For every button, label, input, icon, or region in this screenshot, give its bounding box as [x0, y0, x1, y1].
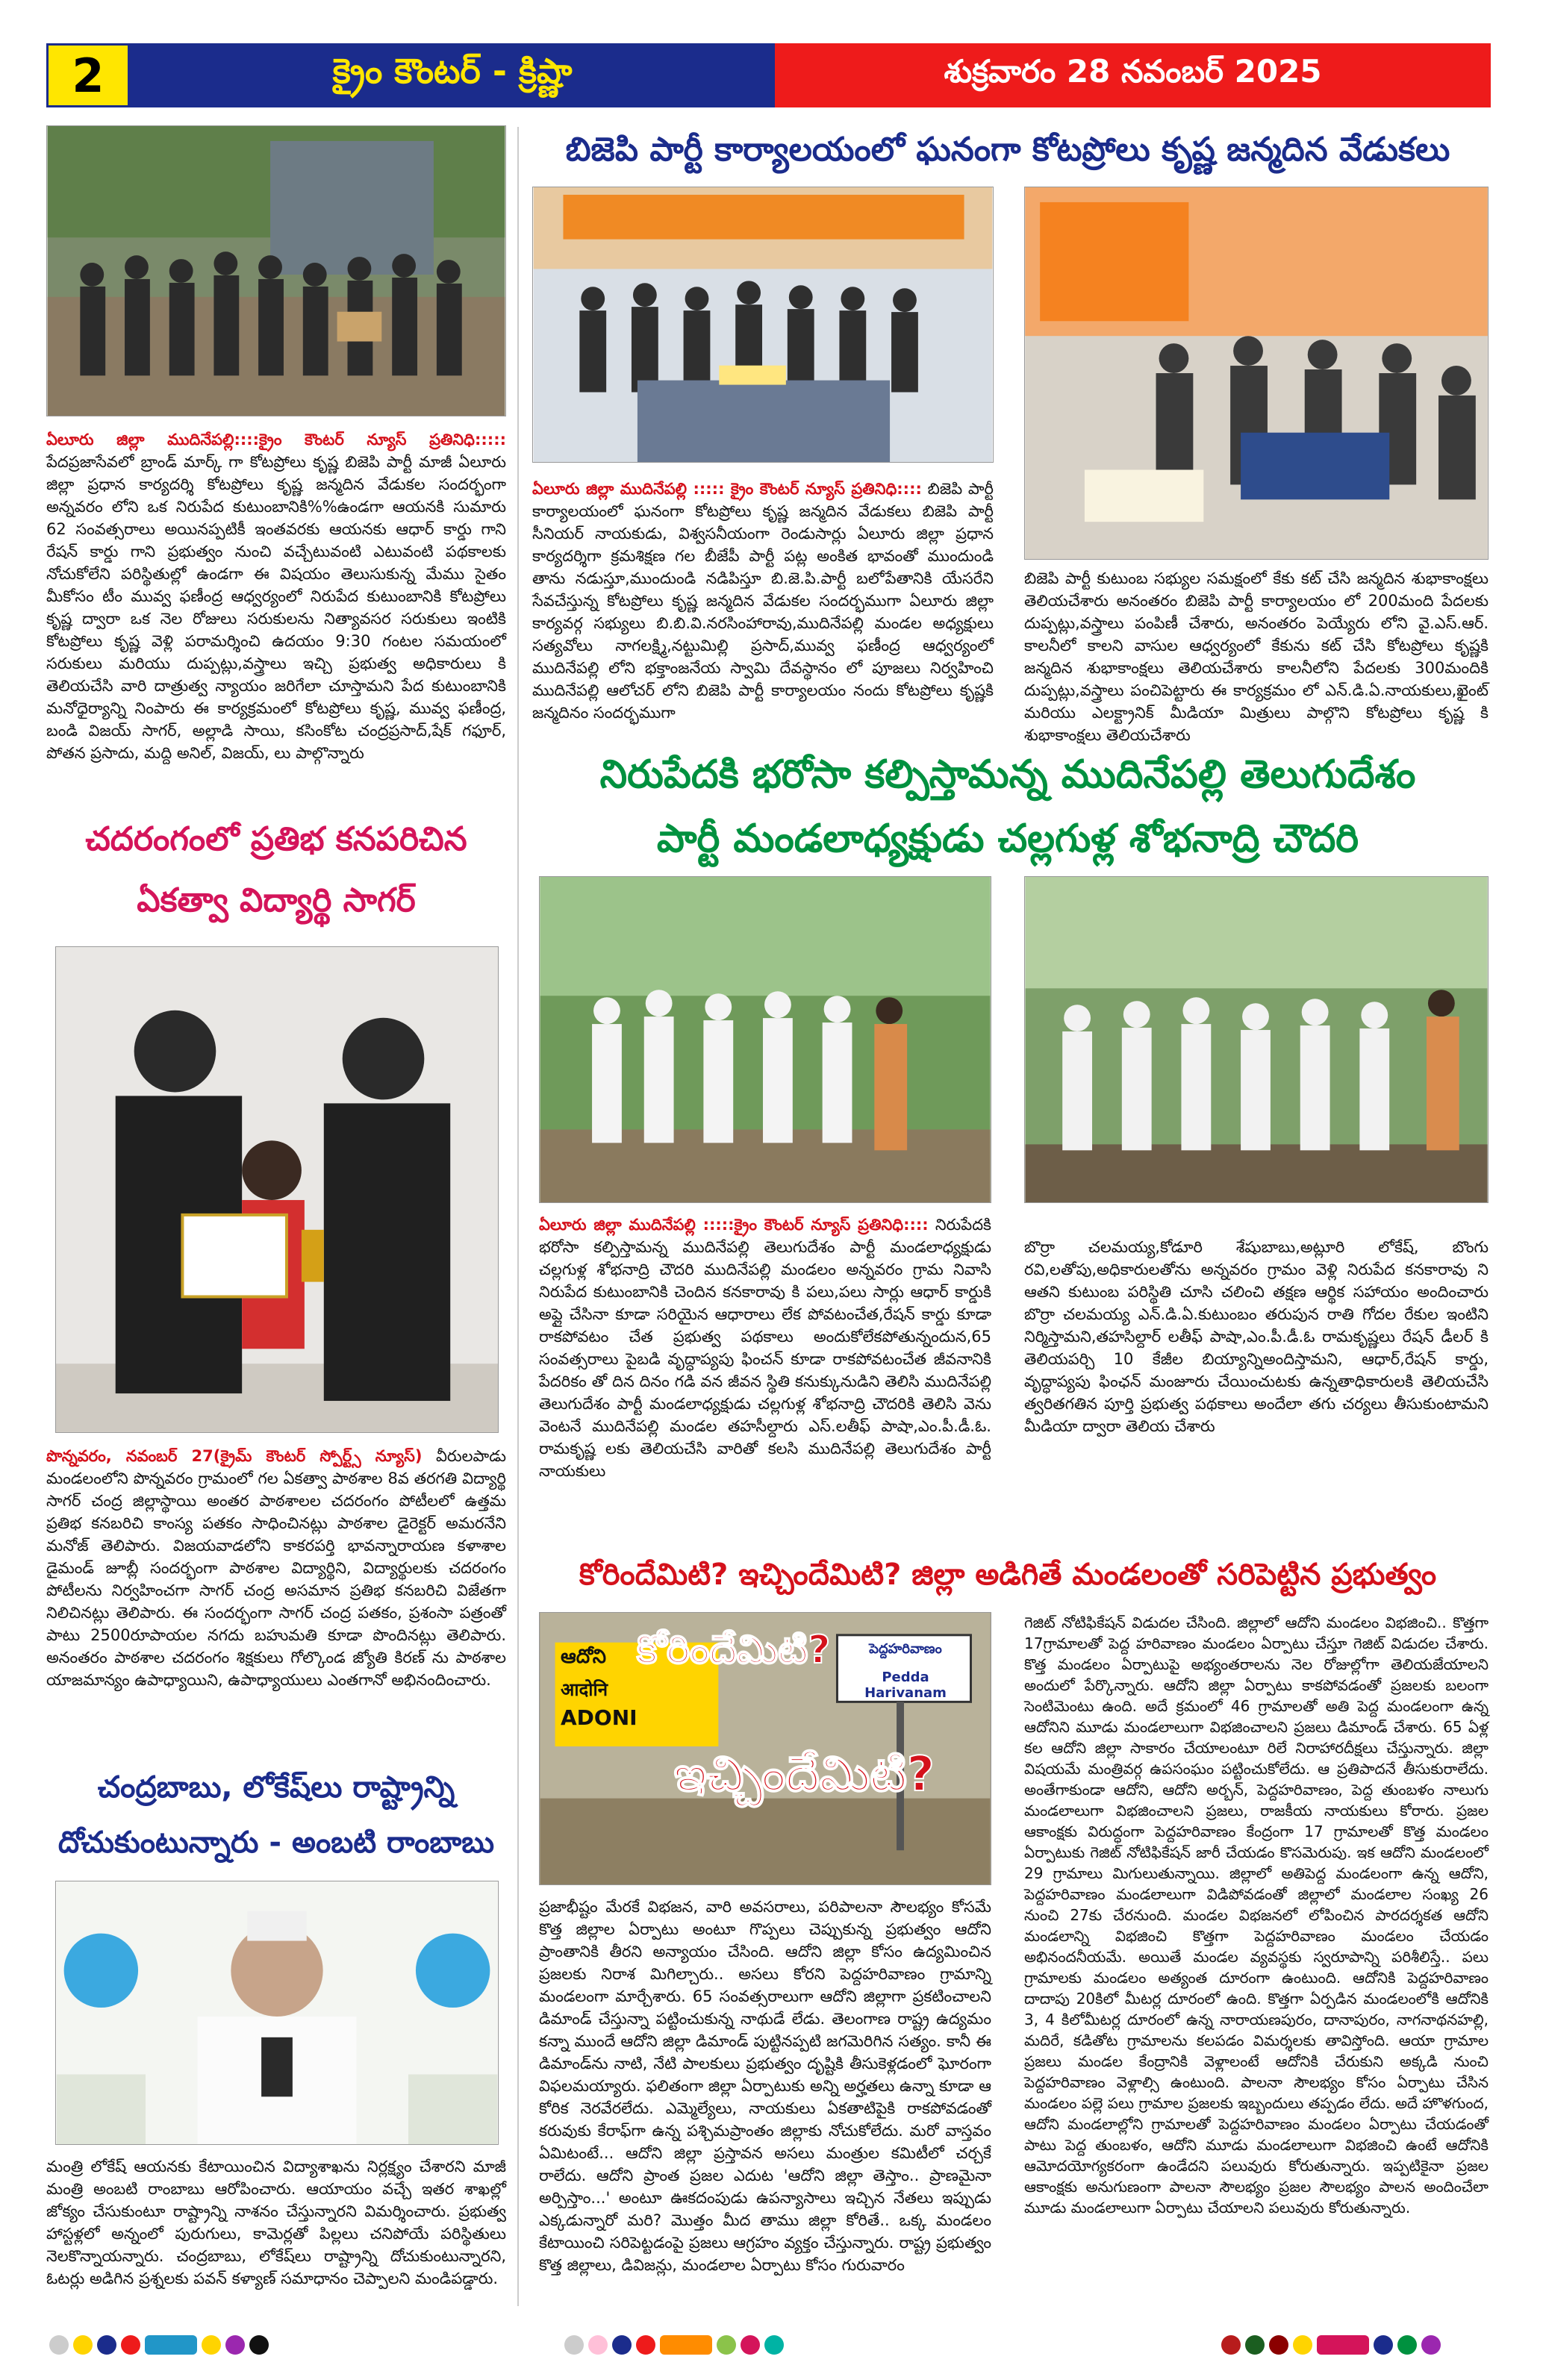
- story1-text: పేదప్రజాసేవలో బ్రాండ్ మార్క్ గా కోటప్రోలు కృష్ణ బిజెపి పార్టీ మాజీ ఏలూరు జిల్లా ప్రధాన కార్యదర్శి కోటప్రోలు కృష్ణ జన్మదిన వేడుకల సందర్భంగా అన్నవరం లోని ఒక నిరుపేద కుటుంబానికి%%ఉండగా ఆయనకి సుమారు 62 సంవత్సరాలు అయినప్పటికీ ఇంతవరకు ఆయనకు ఆధార్ కార్డు గాని రేషన్ కార్డు గాని ప్రభుత్వం నుంచి వచ్చేటువంటి ఎటువంటి పథకాలకు నోచుకోలేని పరిస్థితుల్లో ఉండగా ఈ విషయం తెలుసుకున్న మేము సైతం మీకోసం టీం మువ్వ ఫణీంద్ర ఆధ్వర్యంలో నిరుపేద కుటుంబానికి కోటప్రోలు కృష్ణ ద్వారా ఒక నెల రోజులు సరుకులను నిత్యావసర సరుకులు ఇంటికి కోటప్రోలు కృష్ణ వెళ్లి పరామర్శించి ఉదయం 9:30 గంటల సమయంలో సరుకులు మరియు దుప్పట్లు,వస్త్రాలు ఇచ్చి ప్రభుత్వ అధికారులు కి తెలియచేసి వారి దాత్రుత్వ న్యాయం జరిగేలా చూస్తామని పేద కుటుంబానికి మనోధైర్యాన్ని నింపారు ఈ కార్యక్రమంలో కోటప్రోలు కృష్ణ, మువ్వ ఫణీంద్ర, బండి విజయ్ సాగర్, అల్లాడి సాయి, కసింకోట చంద్రప్రసాద్,షేక్ గఫూర్, పోతన ప్రసాదు, మద్ది అనిల్, విజయ్, లు పాల్గొన్నారు: [46, 453, 506, 762]
- story1-dateline: ఏలూరు జిల్లా ముదినేపల్లి::::క్రైం కౌంటర్ న్యూస్ ప్రతినిధి:::::: [46, 431, 506, 449]
- footer-color-dot: [660, 2335, 712, 2355]
- story5-photo: [55, 1881, 499, 2145]
- sign-left-telugu: ఆదోని: [561, 1646, 606, 1668]
- section-title: క్రైం కౌంటర్ - క్రిష్ణా: [130, 43, 775, 107]
- group-photo-icon: [47, 126, 505, 416]
- story5-headline-1: చంద్రబాబు, లోకేష్‌లు రాష్ట్రాన్ని: [97, 1770, 455, 1805]
- footer-color-dot: [1269, 2335, 1288, 2355]
- footer-color-dot: [73, 2335, 93, 2355]
- story4-body: [46, 1445, 506, 1758]
- footer-color-dot: [717, 2335, 736, 2355]
- column-divider: [517, 127, 519, 2306]
- sign-right-telugu: పెద్దహరివాణం: [869, 1641, 942, 1657]
- story3-headline-2: పార్టీ మండలాధ్యక్షుడు చల్లగుళ్ల శోభనాద్రి చౌదరి: [656, 816, 1359, 861]
- sign-left-english: ADONI: [561, 1705, 638, 1730]
- page-header: [46, 43, 1491, 107]
- story4-headline-1: చదరంగంలో ప్రతిభ కనపరిచిన: [85, 820, 467, 858]
- story2-headline: బిజెపి పార్టీ కార్యాలయంలో ఘనంగా కోటప్రోలు కృష్ణ జన్మదిన వేడుకలు: [565, 131, 1450, 169]
- footer-color-strip-right: [1221, 2334, 1441, 2355]
- story5-text: మంత్రి లోకేష్ ఆయనకు కేటాయించిన విద్యాశాఖను నిర్లక్ష్యం చేశారని మాజీ మంత్రి అంబటి రాంబాబు ఆరోపించారు. ఆయాయం వచ్చే ఇతర శాఖల్లో జోక్యం చేసుకుంటూ రాష్ట్రాన్ని నాశనం చేస్తున్నారని విమర్శించారు. ప్రభుత్వ హాస్టళ్లలో అన్నంలో పురుగులు, కామెర్లతో పిల్లలు చనిపోయే పరిస్థితులు నెలకొన్నాయన్నారు. చంద్రబాబు, లోకేష్‌లు రాష్ట్రాన్ని దోచుకుంటున్నారని, ఓటర్లు అడిగిన ప్రశ్నలకు పవన్ కళ్యాణ్ సమాధానం చెప్పాలని మండిపడ్డారు.: [46, 2158, 506, 2287]
- story6-text-col1: ప్రజాభీష్టం మేరకే విభజన, వారి అవసరాలు, పరిపాలనా సౌలభ్యం కోసమే కొత్త జిల్లాల ఏర్పాటు అంటూ గొప్పలు చెప్పుకున్న ప్రభుత్వం ఆదోని ప్రాంతానికి తీరని అన్యాయం చేసింది. ఆదోని జిల్లా కోసం ఉద్యమించిన ప్రజలకు నిరాశ మిగిల్చారు.. అసలు కోరని పెద్దహరివాణం గ్రామాన్ని మండలంగా మార్చేశారు. 65 సంవత్సరాలుగా ఆదోని జిల్లాగా ప్రకటించాలని డిమాండ్ చేస్తున్నా పట్టించుకున్న నాథుడే లేడు. తెలంగాణ రాష్ట్ర ఉద్యమం కన్నా ముందే ఆదోని జిల్లా డిమాండ్ పుట్టినప్పటి జగమెరిగిన సత్యం. కానీ ఈ డిమాండ్‌ను నాటి, నేటి పాలకులు ప్రభుత్వం దృష్టికి తీసుకెళ్లడంలో ఘోరంగా విఫలమయ్యారు. ఫలితంగా జిల్లా ఏర్పాటుకు అన్ని అర్హతలు ఉన్నా కూడా ఆ కోరిక నెరవేరలేదు. ఎమ్మెల్యేలు, నాయకులు ఏకతాటిపైకి రాకపోవడంతో కరువుకు కేరాఫ్‌గా ఉన్న పశ్చిమప్రాంతం జిల్లాకు నోచుకోలేదు. మరో వాస్తవం ఏమిటంటే... ఆదోని జిల్లా ప్రస్తావన అసలు మంత్రుల కమిటీలో చర్చకే రాలేదు. ఆదోని ప్రాంత ప్రజల ఎదుట 'ఆదోని జిల్లా తెస్తాం.. ప్రాణమైనా అర్పిస్తాం...' అంటూ ఊకదంపుడు ఉపన్యాసాలు ఇచ్చిన నేతలు ఇప్పుడు ఎక్కడున్నారో మరి? మొత్తం మీద తాము జిల్లా కోరితే.. ఒక్క మండలం కేటాయించి సరిపెట్టడంపై ప్రజలు ఆగ్రహం వ్యక్తం చేస్తున్నారు. రాష్ట్ర ప్రభుత్వం కొత్త జిల్లాలు, డివిజన్లు, మండలాల ఏర్పాటు కోసం గురువారం: [539, 1898, 991, 2274]
- story6-body-col1: [539, 1896, 991, 2314]
- footer-color-dot: [741, 2335, 760, 2355]
- footer-color-dot: [49, 2335, 69, 2355]
- chess-award-photo-icon: [56, 947, 498, 1432]
- story6-body-col2: [1024, 1612, 1489, 2314]
- footer-color-dot: [145, 2335, 197, 2355]
- footer-color-dot: [97, 2335, 116, 2355]
- footer-color-dot: [202, 2335, 221, 2355]
- footer-color-dot: [1221, 2335, 1241, 2355]
- garden-meeting-photo-icon: [1025, 877, 1488, 1202]
- footer-color-strip-left: [49, 2334, 269, 2355]
- story3-text-col1: నిరుపేదకి భరోసా కల్పిస్తామన్న ముదినేపల్లి తెలుగుదేశం పార్టీ మండలాధ్యక్షుడు చల్లగుళ్ల శోభనాద్రి చౌదరి ముదినేపల్లి మండలం అన్నవరం గ్రామ నివాసి నిరుపేద కుటుంబానికి చెందిన కనకారావు కి పలు,పలు సార్లు ఆధార్ కార్డుకి అప్లై చేసినా కూడా సరియైన ఆధారాలు లేక పోవటంచేత,రేషన్ కార్డు కూడా రాకపోవటం చేత ప్రభుత్వ పథకాలు అందుకోలేకపోతున్నందున,65 సంవత్సరాలు పైబడి వృద్ధాప్యపు ఫించన్ కూడా రాకపోవటంచేత జీవనానికి పేదరికం తో దిన దినం గడి వన జీవన స్థితి కనుక్కునుడిని తెలిసి ముదినేపల్లి తెలుగుదేశం పార్టీ మండలాధ్యక్షుడు చల్లగుళ్ల శోభనాద్రి చౌదరికి తెలిసి వెను వెంటనే ముదినేపల్లి మండల తహసీల్దారు ఎస్.లతీఫ్ పాషా,ఎం.పీ.డీ.ఓ. రామకృష్ణ లకు తెలియచేసి వారితో కలసి ముదినేపల్లి తెలుగుదేశం పార్టీ నాయకులు: [539, 1216, 991, 1480]
- footer-color-dot: [764, 2335, 784, 2355]
- story3-text-col2: బొర్రా చలమయ్య,కోడూరి శేషుబాబు,అట్లూరి లోకేష్, బొంగు రవి,లతోపు,అధికారులతోను అన్నవరం గ్రామం వెళ్లి నిరుపేద కనకారావు ని ఆతని కుటుంబ పరిస్థితి చూసి చలించి తక్షణ ఆర్థిక సహాయం అందించారు బొర్రా చలమయ్య ఎన్.డి.ఏ.కుటుంబం తరుపున రాతి గోదల రేకుల ఇంటిని నిర్మిస్తామని,తహసిల్దార్ లతీఫ్ పాషా,ఎం.పీ.డీ.ఓ రామకృష్ణలు రేషన్ డీలర్ కి తెలియపర్చి 10 కేజీల బియ్యాన్నిఅందిస్తామని, ఆధార్,రేషన్ కార్డు, వృద్ధాప్యపు ఫింఛన్ మంజూరు చేయించుటకు ఉన్నతాధికారులకి తెలియచేసి త్వరితగతిన పూర్తి ప్రభుత్వ పథకాలు అందేలా తగు చర్యలు తీసుకుంటామని మీడియా ద్వారా తెలియ చేశారు: [1024, 1238, 1489, 1435]
- story4-headline-2: ఏకత్వా విద్యార్థి సాగర్: [137, 881, 416, 919]
- story3-body-col2: [1024, 1236, 1489, 1549]
- story2-photo-1: [532, 187, 994, 463]
- footer-color-dot: [636, 2335, 655, 2355]
- story2-photo-2: [1024, 187, 1489, 560]
- story2-body-col1: [532, 478, 994, 746]
- story3-photo-2: [1024, 876, 1489, 1203]
- story3-photo-1: [539, 876, 991, 1203]
- footer-color-dot: [1245, 2335, 1265, 2355]
- story2-text-col1: బిజెపి పార్టీ కార్యాలయంలో ఘనంగా కోటప్రోలు కృష్ణ జన్మదిన వేడుకలు బిజెపి పార్టీ సీనియర్ నాయకుడు, విశ్వసనీయంగా రెండుసార్లు ఏలూరు జిల్లా ప్రధాన కార్యదర్శిగా క్రమశిక్షణ గల బీజేపీ పార్టీ పట్ల అంకిత భావంతో ముందుండి తాను నడుస్తూ,ముందుండి నడిపిస్తూ బి.జె.పి.పార్టీ బలోపేతానికి యేసరేని సేవచేస్తున్న కోటప్రోలు కృష్ణ జన్మదిన వేడుకల సందర్భముగా ఏలూరు జిల్లా కార్యవర్గ సభ్యులు బి.బి.వి.నరసింహారావు,ముదినేపల్లి మండల అధ్యక్షులు సత్యవోలు నాగలక్ష్మి,నట్టుమిల్లి ప్రసాద్,మువ్వ ఫణీంద్ర ఆధ్వర్యంలో ముదినేపల్లి లోని భక్తాంజనేయ స్వామి దేవస్థానం లో పూజలు నిర్వహించి ముదినేపల్లి ఆలోచర్ లోని బిజెపి పార్టీ కార్యాలయం నందు కోటప్రోలు కృష్ణకి జన్మదినం సందర్భముగా: [532, 480, 994, 722]
- footer-color-strip-middle: [564, 2334, 784, 2355]
- footer-color-dot: [1374, 2335, 1393, 2355]
- footer-color-dot: [225, 2335, 245, 2355]
- footer-color-dot: [249, 2335, 269, 2355]
- story2-body-col2: [1024, 567, 1489, 746]
- story6-headline: కోరిందేమిటి? ఇచ్చిందేమిటి? జిల్లా అడిగితే మండలంతో సరిపెట్టిన ప్రభుత్వం: [579, 1558, 1437, 1592]
- footer-color-dot: [121, 2335, 140, 2355]
- footer-color-dot: [564, 2335, 584, 2355]
- story2-dateline: ఏలూరు జిల్లా ముదినేపల్లి ::::: క్రైం కౌంటర్ న్యూస్ ప్రతినిధి::::: [532, 480, 922, 498]
- story2-text-col2: బిజెపి పార్టీ కుటుంబ సభ్యుల సమక్షంలో కేకు కట్ చేసి జన్మదిన శుభాకాంక్షలు తెలియచేశారు అనంతరం బిజెపి పార్టీ కార్యాలయం లో 200మంది పేదలకు దుప్పట్లు,వస్త్రాలు పంపిణీ చేశారు, అనంతరం పెయ్యేరు లోని వై.ఎస్.ఆర్. కాలనీలో కాలని వాసుల ఆధ్వర్యంలో కేకును కట్ చేసి కోటప్రోలు కృష్ణకి జన్మదిన శుభాకాంక్షలు తెలియచేశారు కాలనీలోని పేదలకు 300మందికి దుప్పట్లు,వస్త్రాలు పంచిపెట్టారు ఈ కార్యక్రమం లో ఎన్.డి.ఏ.నాయకులు,ఖైంట్ మరియు ఎలక్ట్రానిక్ మీడియా మిత్రులు పాల్గొని కోటప్రోలు కృష్ణ కి శుభాకాంక్షలు తెలియచేశారు: [1024, 569, 1489, 744]
- story4-text: వీరులపాడు మండలంలోని పొన్నవరం గ్రామంలో గల ఏకత్వా పాఠశాల 8వ తరగతి విద్యార్థి సాగర్ చంద్ర జిల్లాస్థాయి అంతర పాఠశాలల చదరంగం పోటీలలో ఉత్తమ ప్రతిభ కనబరిచి కాంస్య పతకం సాధించినట్లు పాఠశాల డైరెక్టర్ అమరనేని మనోజ్ తెలిపారు. విజయవాడలోని కాకరపర్తి భావన్నారాయణ కళాశాల డైమండ్ జూబ్లీ సందర్భంగా పాఠశాల విద్యార్థిని, విద్యార్థులకు చదరంగం పోటీలను నిర్వహించగా సాగర్ చంద్ర అసమాన ప్రతిభ కనబరిచి విజేతగా నిలిచినట్లు తెలిపారు. ఈ సందర్భంగా సాగర్ చంద్ర పతకం, ప్రశంసా పత్రంతో పాటు 2500రూపాయల నగదు బహుమతి కూడా పొందినట్లు తెలిపారు. అనంతరం పాఠశాల చదరంగం శిక్షకులు గోల్కొండ జ్యోతి కిరణ్ ను పాఠశాల యాజమాన్యం ఉపాధ్యాయిని, ఉపాధ్యాయులు ఎంతగానో అభినందించారు.: [46, 1447, 507, 1689]
- story5-body: [46, 2155, 506, 2312]
- story3-headline-1: నిరుపేదకి భరోసా కల్పిస్తామన్న ముదినేపల్లి తెలుగుదేశం: [599, 752, 1416, 797]
- footer-color-dot: [588, 2335, 608, 2355]
- village-visit-photo-icon: [540, 877, 991, 1202]
- story4-dateline: పొన్నవరం, నవంబర్ 27(క్రైమ్ కౌంటర్ స్పోర్ట్స్ న్యూస్): [46, 1447, 423, 1465]
- story5-headline-2: దోచుకుంటున్నారు - అంబటి రాంబాబు: [57, 1825, 495, 1860]
- issue-date: శుక్రవారం 28 నవంబర్ 2025: [775, 43, 1491, 107]
- footer-color-dot: [1421, 2335, 1441, 2355]
- page-number: 2: [46, 43, 130, 107]
- footer-color-dot: [1397, 2335, 1417, 2355]
- sign-left-hindi: आदोनि: [561, 1679, 608, 1700]
- footer-color-dot: [612, 2335, 632, 2355]
- press-meet-photo-icon: [56, 1881, 498, 2144]
- footer-color-dot: [1317, 2335, 1369, 2355]
- story6-photo: [539, 1612, 991, 1885]
- story3-body-col1: [539, 1214, 991, 1549]
- sign-right-english: Pedda Harivanam: [864, 1670, 947, 1701]
- party-office-photo-icon: [533, 187, 993, 462]
- cake-cutting-photo-icon: [1025, 187, 1488, 559]
- story1-photo: [46, 125, 506, 416]
- footer-color-dot: [1293, 2335, 1312, 2355]
- photo-title-1: కోరిందేమిటి?: [637, 1628, 831, 1672]
- story3-dateline: ఏలూరు జిల్లా ముదినేపల్లి :::::క్రైం కౌంటర్ న్యూస్ ప్రతినిధి::::: [539, 1216, 929, 1234]
- photo-title-2: ఇచ్చిందేమిటి?: [674, 1747, 935, 1802]
- story4-photo: [55, 946, 499, 1433]
- story6-text-col2: గెజిట్ నోటిఫికేషన్ విడుదల చేసింది. జిల్లాలో ఆదోని మండలం విభజించి.. కొత్తగా 17గ్రామాలతో పెద్ద హరివాణం మండలం ఏర్పాటు చేస్తూ గెజిట్ విడుదల చేశారు. కొత్త మండలం ఏర్పాటుపై అభ్యంతరాలను నెల రోజుల్లోగా తెలియజేయాలని అందులో పేర్కొన్నారు. ఆదోని జిల్లా ఏర్పాటు కాకపోవడంతో ప్రజలకు బలంగా సెంటిమెంటు ఉంది. అదే క్రమంలో 46 గ్రామాలతో అతి పెద్ద మండలంగా ఉన్న ఆదోనిని మూడు మండలాలుగా విభజించాలని ప్రజలు డిమాండ్ చేశారు. 65 ఏళ్ల కల ఆదోని జిల్లా సాకారం చేయాలంటూ రిలే నిరాహారదీక్షలు చేస్తున్నారు. జిల్లా విషయమే మంత్రివర్గ ఉపసంఘం పట్టించుకోలేదు. ఆ ప్రతిపాదనే తీసుకురాలేదు. అంతేగాకుండా ఆదోని, ఆదోని అర్బన్, పెద్దహరివాణం, పెద్ద తుంబళం నాలుగు మండలాలుగా విభజించాలని ప్రజలు, రాజకీయ నాయకులు కోరారు. ప్రజల ఆకాంక్షకు విరుద్ధంగా పెద్దహరివాణం కేంద్రంగా 17 గ్రామాలతో కొత్త మండలం ఏర్పాటుకు గెజిట్ నోటిఫికేషన్ జారీ చేయడం కొసమెరుపు. ఇక ఆదోని మండలంలో 29 గ్రామాలు మిగులుతున్నాయి. జిల్లాలో అతిపెద్ద మండలంగా ఉన్న ఆదోని, పెద్దహరివాణం మండలాలుగా విడిపోవడంతో జిల్లాలో మండలాల సంఖ్య 26 నుంచి 27కు చేరనుంది. మండల విభజనలో లోపించిన పారదర్శకత ఆదోని మండలాన్ని విభజించి కొత్తగా పెద్దహరివాణం మండలం చేయడం అభినందనీయమే. అయితే మండల వ్యవస్థకు స్వరూపాన్ని పరిశీలిస్తే.. పలు గ్రామాలకు మండలం అత్యంత దూరంగా ఉంటుంది. ఆదోనికి పెద్దహరివాణం దాదాపు 20కిలో మీటర్ల దూరంలో ఉంది. కొత్తగా ఏర్పడిన మండలంలోకి ఆదోనికి 3, 4 కిలోమీటర్ల దూరంలో ఉన్న నారాయణపురం, దానాపురం, నాగనాథనహల్లి, మదిరే, కడితోట గ్రామాలను కలపడం విమర్శలకు తావిస్తోంది. ఆయా గ్రామాల ప్రజలు మండల కేంద్రానికి వెళ్లాలంటే ఆదోనికి చేరుకుని అక్కడి నుంచి పెద్దహరివాణం వెళ్లాల్సి ఉంటుంది. పాలనా సౌలభ్యం కోసం ఏర్పాటు చేసిన మండలం పల్లె పలు గ్రామాల ప్రజలకు ఇబ్బందులు తప్పడం లేదు. అదే హొళగుంద, ఆదోని మండలాల్లోని గ్రామాలతో పెద్దహరివాణం మండలం ఏర్పాటు చేయడంతో పాటు పెద్ద తుంబళం, ఆదోని మూడు మండలాలుగా విభజించి ఉంటే ఆదోనికి ఆమోదయోగ్యకరంగా ఉండేదని పలువురు కోరుతున్నారు. ఇప్పటికైనా ప్రజల ఆకాంక్షకు అనుగుణంగా పాలనా సౌలభ్యం ప్రజల సౌలభ్యం పాలన అందించేలా మూడు మండలాలుగా ఏర్పాటు చేయాలని పలువురు కోరుతున్నారు.: [1024, 1614, 1489, 2217]
